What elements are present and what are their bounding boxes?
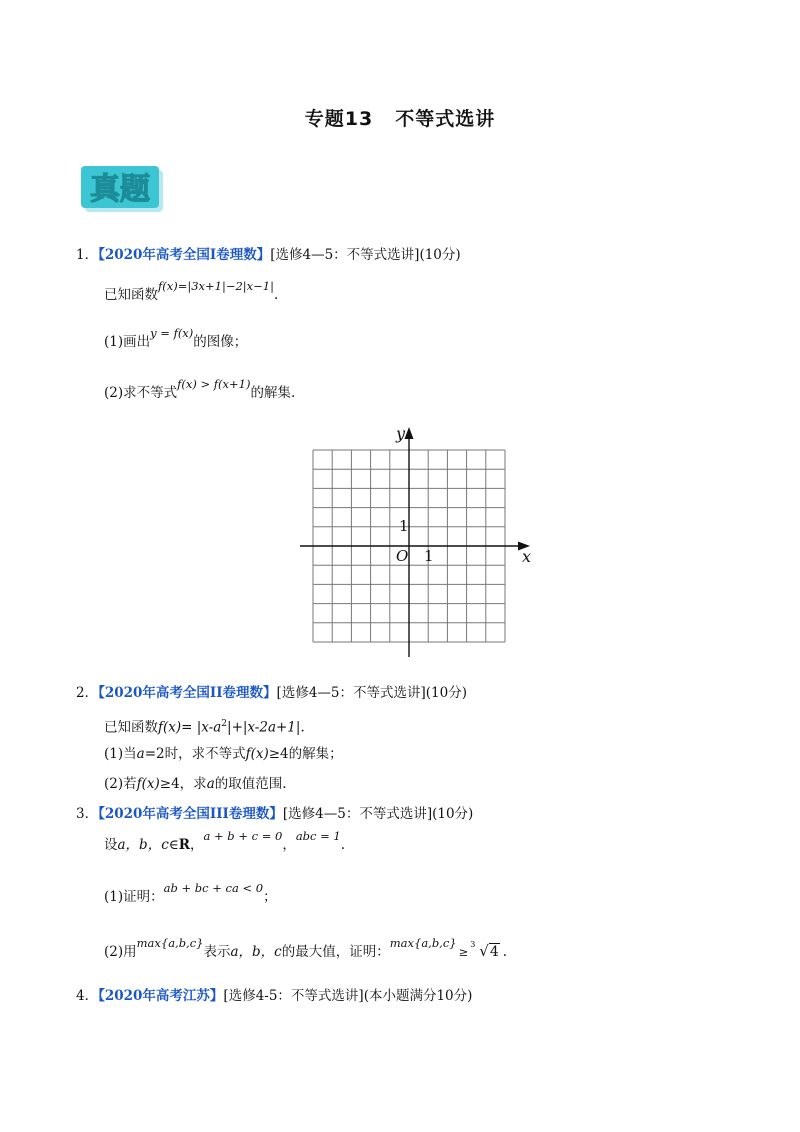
y-axis-arrow-icon (405, 427, 414, 439)
zhenti-badge (79, 162, 165, 214)
q2-part2 (104, 775, 287, 793)
q1-given-end: . (274, 287, 279, 303)
q2-part2-formula: f(x) (136, 776, 160, 792)
q2-given (104, 715, 305, 737)
q4-type: [选修4-5：不等式选讲](本小题满分10分) (223, 988, 473, 1004)
q1-header (76, 246, 461, 264)
q3-part2-prefix: (2)用 (104, 944, 137, 960)
q2-part1-b: =2时，求不等式 (144, 746, 246, 762)
q1-part1-formula: y = f(x) (150, 326, 194, 340)
q3-source: 【2020年高考全国III卷理数】 (98, 806, 283, 822)
q1-part1-suffix: 的图像； (193, 334, 248, 350)
q2-part1-var: a (136, 746, 145, 762)
q2-given-formula-a: f(x)= |x-a (158, 719, 222, 736)
q3-cond2: abc = 1 (295, 829, 341, 843)
q1-part1-prefix: (1)画出 (104, 334, 151, 350)
q3-part1-suffix: ； (263, 889, 277, 905)
q3-part2 (104, 936, 508, 961)
q3-part2-max: max{a,b,c} (136, 936, 204, 950)
q1-type: [选修4—5：不等式选讲](10分) (270, 247, 461, 263)
q3-sep: ， (282, 837, 296, 853)
title-topic-number: 专题13 (304, 108, 374, 130)
q1-part2-suffix: 的解集. (250, 385, 296, 401)
origin-label: O (396, 547, 409, 565)
q1-source: 【2020年高考全国Ⅰ卷理数】 (98, 247, 271, 263)
title-topic-name: 不等式选讲 (395, 108, 496, 130)
q2-type: [选修4—5：不等式选讲](10分) (276, 685, 467, 701)
cube-root-icon: 3 √4 (470, 942, 499, 961)
q2-given-formula-b: |+|x-2a+1|. (227, 719, 305, 736)
q3-part2-max2: max{a,b,c} (389, 936, 457, 950)
q1-given-prefix: 已知函数 (104, 287, 158, 303)
q3-type: [选修4—5：不等式选讲](10分) (282, 806, 474, 822)
q2-part1-a: (1)当 (104, 746, 137, 762)
q2-part2-var: a (206, 776, 215, 792)
x-axis-label: x (522, 547, 532, 566)
q4-header (76, 987, 472, 1005)
q3-cond1: a + b + c = 0 (203, 829, 283, 843)
q2-given-prefix: 已知函数 (104, 719, 158, 736)
q3-given-vars: a，b，c (117, 837, 169, 853)
q2-part1 (104, 745, 343, 763)
q3-part2-geq: ≥ (458, 945, 469, 959)
q3-number: 3． (76, 806, 99, 822)
coordinate-grid-figure (298, 421, 538, 661)
q2-part2-b: ≥4，求 (159, 776, 207, 792)
q3-given-a: 设 (104, 837, 118, 853)
q3-part2-vars: a，b，c (230, 944, 282, 960)
q3-part1-prefix: (1)证明： (104, 889, 164, 905)
q4-number: 4． (76, 988, 99, 1004)
q3-part1 (104, 881, 277, 906)
q3-part2-mid-b: 的最大值，证明： (281, 944, 390, 960)
y-tick-label: 1 (399, 517, 409, 535)
q1-part1 (104, 326, 248, 351)
q3-part1-formula: ab + bc + ca < 0 (163, 881, 264, 895)
q3-given-in: ∈ (168, 837, 179, 853)
q3-part2-mid-a: 表示 (203, 944, 231, 960)
q3-part2-end: . (502, 944, 508, 960)
q1-part2 (104, 377, 296, 402)
q2-part2-a: (2)若 (104, 776, 137, 792)
q3-header (76, 805, 473, 823)
q1-given (104, 279, 279, 304)
q2-source: 【2020年高考全国II卷理数】 (98, 685, 277, 701)
q3-root-radicand: 4 (489, 944, 499, 960)
q3-set-r: R (178, 837, 190, 853)
q1-part2-prefix: (2)求不等式 (104, 385, 178, 401)
q3-comma: ， (190, 837, 204, 853)
page-title (0, 104, 800, 131)
q1-part2-formula: f(x) > f(x+1) (177, 377, 251, 391)
q3-end: . (340, 837, 346, 853)
q2-number: 2． (76, 685, 99, 701)
x-tick-label: 1 (424, 547, 434, 565)
badge-text: 真题 (90, 172, 150, 207)
y-axis-label: y (396, 424, 406, 443)
q2-given-sup: 2 (221, 719, 228, 729)
q2-part1-c: ≥4的解集； (268, 746, 343, 762)
q2-part2-c: 的取值范围. (214, 776, 287, 792)
q2-header (76, 684, 467, 702)
q1-given-formula: f(x)=|3x+1|−2|x−1| (158, 279, 274, 293)
q3-root-index: 3 (470, 940, 476, 949)
q4-source: 【2020年高考江苏】 (98, 988, 224, 1004)
q2-part1-formula: f(x) (245, 746, 269, 762)
q3-given (104, 829, 346, 854)
q1-number: 1． (76, 247, 99, 263)
